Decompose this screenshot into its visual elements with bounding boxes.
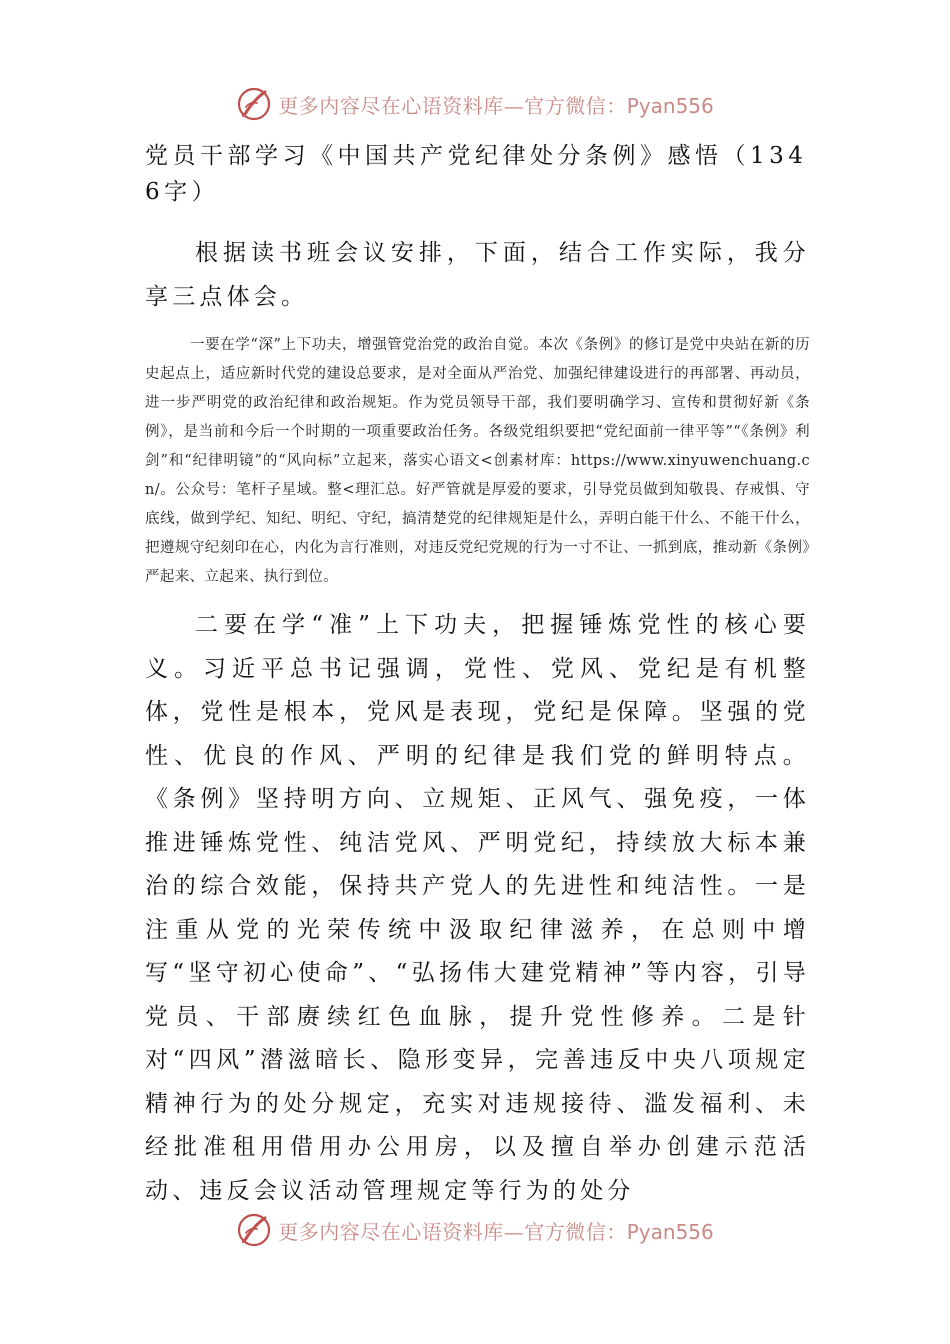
- wechat-id: Pyan556: [626, 93, 714, 118]
- pen-logo-icon: [236, 86, 272, 122]
- document-body: [145, 138, 810, 1213]
- intro-paragraph: 根据读书班会议安排，下面，结合工作实际，我分享三点体会。: [145, 240, 810, 310]
- banner-text: 更多内容尽在心语资料库—官方微信：Pyan556: [278, 93, 714, 118]
- footer-banner: [0, 1208, 950, 1252]
- wechat-id: Pyan556: [626, 1219, 714, 1244]
- header-banner: [0, 82, 950, 126]
- banner-text: 更多内容尽在心语资料库—官方微信：Pyan556: [278, 1219, 714, 1244]
- point-one-paragraph: 一要在学“深”上下功夫，增强管党治党的政治自觉。本次《条例》的修订是党中央站在新的历史起点上，适应新时代党的建设总要求，是对全面从严治党、加强纪律建设进行的再部署、再动员，进一步严明党的政治纪律和政治规矩。作为党员领导干部，我们要明确学习、宣传和贯彻好新《条例》，是当前和今后一个时期的一项重要政治任务。各级党组织要把“党纪面前一律平等”“《条例》利剑”和“纪律明镜”的“风向标”立起来，落实心语文<创素材库：https://www.xinyuwenchuang.cn/。公众号：笔杆子星域。整<理汇总。好严管就是厚爱的要求，引导党员做到知敬畏、存戒惧、守底线，做到学纪、知纪、明纪、守纪，搞清楚党的纪律规矩是什么，弄明白能干什么、不能干什么，把遵规守纪刻印在心，内化为言行准则，对违反党纪党规的行为一寸不让、一抓到底，推动新《条例》严起来、立起来、执行到位。: [145, 337, 810, 585]
- pen-logo-icon: [236, 1212, 272, 1248]
- document-title: 党员干部学习《中国共产党纪律处分条例》感悟（1346字）: [145, 143, 808, 205]
- point-two-paragraph: 二要在学“准”上下功夫，把握锤炼党性的核心要义。习近平总书记强调，党性、党风、党纪是有机整体，党性是根本，党风是表现，党纪是保障。坚强的党性、优良的作风、严明的纪律是我们党的鲜明特点。《条例》坚持明方向、立规矩、正风气、强免疫，一体推进锤炼党性、纯洁党风、严明党纪，持续放大标本兼治的综合效能，保持共产党人的先进性和纯洁性。一是注重从党的光荣传统中汲取纪律滋养，在总则中增写“坚守初心使命”、“弘扬伟大建党精神”等内容，引导党员、干部赓续红色血脉，提升党性修养。二是针对“四风”潜滋暗长、隐形变异，完善违反中央八项规定精神行为的处分规定，充实对违规接待、滥发福利、未经批准租用借用办公用房，以及擅自举办创建示范活动、违反会议活动管理规定等行为的处分: [145, 612, 810, 1204]
